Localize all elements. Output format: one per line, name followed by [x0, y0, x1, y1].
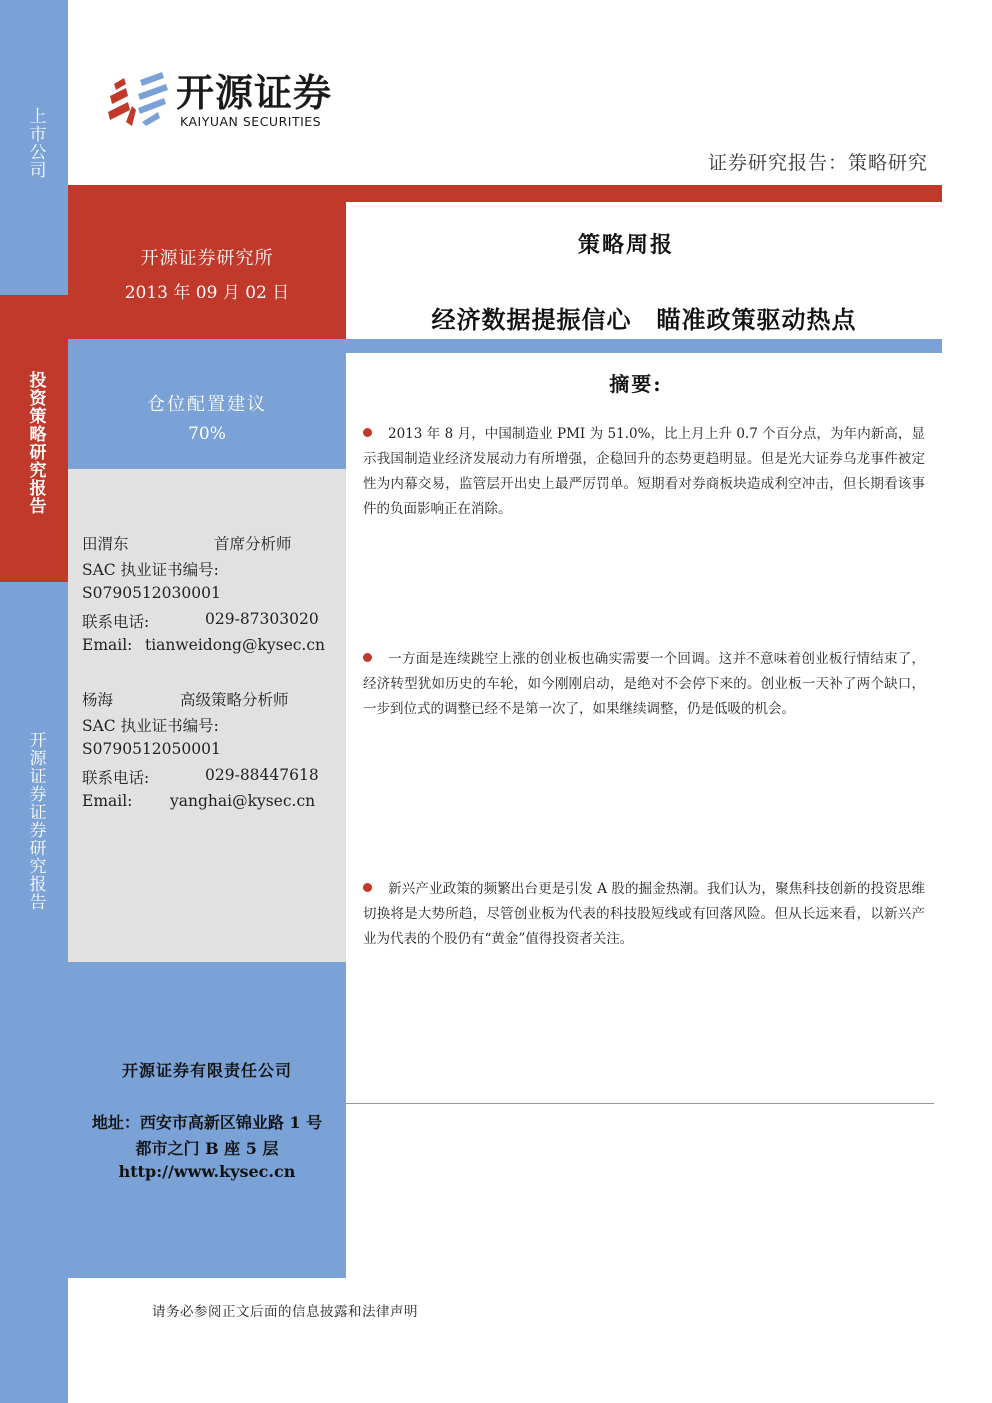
logo-chinese-name: 开源证券	[176, 71, 333, 115]
analyst-2-phone-label: 联系电话:	[82, 769, 150, 787]
company-name: 开源证券有限责任公司	[121, 1061, 292, 1080]
summary-bullet	[363, 877, 925, 952]
position-value: 70%	[188, 424, 226, 444]
report-date: 2013 年 09 月 02 日	[124, 283, 290, 303]
report-type: 证券研究报告：策略研究	[707, 152, 928, 174]
summary-bullet	[363, 422, 925, 522]
company-logo	[106, 70, 346, 132]
analyst-1-name: 田渭东	[82, 535, 129, 553]
analyst-1-role: 首席分析师	[214, 535, 292, 553]
summary-bullet-text: 一方面是连续跳空上涨的创业板也确实需要一个回调。这并不意味着创业板行情结束了，经济转型犹如历史的车轮，如今刚刚启动，是绝对不会停下来的。创业板一天补了两个缺口，一步到位式的调整已经不是第一次了，如果继续调整，仍是低吸的机会。	[363, 651, 925, 717]
summary-bullet-text: 2013 年 8 月，中国制造业 PMI 为 51.0%，比上月上升 0.7 个百分点，为年内新高，显示我国制造业经济发展动力有所增强，企稳回升的态势更趋明显。但是光大证券乌龙事件被定性为内幕交易，监管层开出史上最严厉罚单。短期看对券商板块造成利空冲击，但长期看该事件的负面影响正在消除。	[363, 426, 925, 517]
bullet-dot-icon	[363, 883, 372, 892]
summary-bullet-text: 新兴产业政策的频繁出台更是引发 A 股的掘金热潮。我们认为，聚焦科技创新的投资思维切换将是大势所趋，尽管创业板为代表的科技股短线或有回落风险。但从长远来看，以新兴产业为代表的个股仍有“黄金”值得投资者关注。	[363, 881, 925, 947]
summary-divider	[346, 1103, 934, 1104]
bullet-dot-icon	[363, 428, 372, 437]
summary-heading: 摘要:	[609, 372, 663, 396]
report-subtitle: 经济数据提振信心 瞄准政策驱动热点	[431, 305, 857, 334]
sidebar-bottom-text: 开源证券 证券研究报告	[29, 731, 47, 913]
analyst-2-role: 高级策略分析师	[180, 691, 289, 709]
analyst-1-phone: 029-87303020	[205, 610, 319, 628]
analyst-2-phone: 029-88447618	[205, 766, 319, 784]
company-address-line2: 都市之门 B 座 5 层	[135, 1139, 279, 1158]
header-blue-bar	[346, 339, 942, 353]
analyst-2-sac-number: S0790512050001	[82, 740, 221, 758]
kaiyuan-logo-mark-icon	[106, 70, 170, 128]
sidebar-bottom-band	[0, 582, 68, 1403]
analyst-2-name: 杨海	[82, 691, 114, 709]
analyst-1-email[interactable]: tianweidong@kysec.cn	[145, 636, 326, 654]
analyst-2-sac-label: SAC 执业证书编号:	[82, 717, 219, 735]
analyst-2-email[interactable]: yanghai@kysec.cn	[170, 792, 316, 810]
company-address-line1: 地址：西安市高新区锦业路 1 号	[91, 1113, 323, 1132]
analyst-2-email-label: Email:	[82, 792, 133, 810]
logo-english-name: KAIYUAN SECURITIES	[180, 114, 322, 129]
institute-name: 开源证券研究所	[140, 248, 274, 269]
sidebar-top-text: 上市公司	[29, 107, 47, 181]
analyst-1-sac-number: S0790512030001	[82, 584, 221, 602]
analyst-1-email-label: Email:	[82, 636, 133, 654]
sidebar-middle-text: 投资策略研究报告	[29, 371, 47, 517]
summary-bullet	[363, 647, 925, 722]
analyst-1-sac-label: SAC 执业证书编号:	[82, 561, 219, 579]
bullet-dot-icon	[363, 653, 372, 662]
footer-disclaimer: 请务必参阅正文后面的信息披露和法律声明	[152, 1304, 418, 1320]
analyst-1-phone-label: 联系电话:	[82, 613, 150, 631]
company-url[interactable]: http://www.kysec.cn	[118, 1162, 296, 1181]
position-label: 仓位配置建议	[147, 394, 267, 415]
report-title: 策略周报	[577, 232, 674, 258]
